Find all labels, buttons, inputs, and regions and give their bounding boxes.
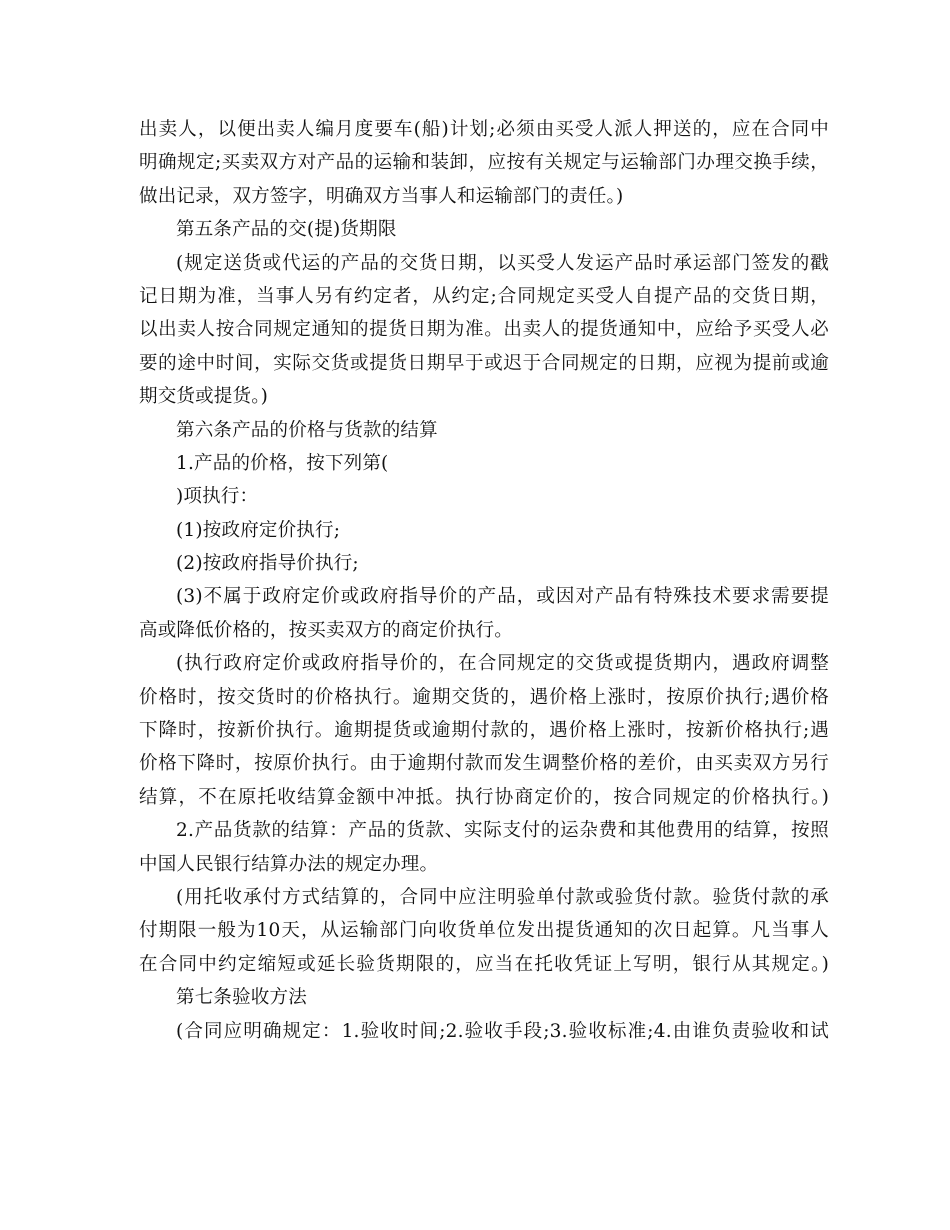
text-line: 明确规定;买卖双方对产品的运输和装卸，应按有关规定与运输部门办理交换手续， xyxy=(139,152,829,174)
text-line: 出卖人，以便出卖人编月度要车(船)计划;必须由买受人派人押送的，应在合同中 xyxy=(139,119,829,140)
text-line: 1.产品的价格，按下列第( xyxy=(176,452,389,474)
text-line: 第六条产品的价格与货款的结算 xyxy=(176,419,438,441)
text-line: 2.产品货款的结算：产品的货款、实际支付的运杂费和其他费用的结算，按照 xyxy=(176,820,829,842)
text-line: 以出卖人按合同规定通知的提货日期为准。出卖人的提货通知中，应给予买受人必 xyxy=(139,319,829,341)
text-line: 付期限一般为10天，从运输部门向收货单位发出提货通知的次日起算。凡当事人 xyxy=(139,920,829,942)
text-line: 价格时，按交货时的价格执行。逾期交货的，遇价格上涨时，按原价执行;遇价格 xyxy=(139,686,829,708)
text-line: )项执行： xyxy=(176,486,259,508)
text-line: (1)按政府定价执行; xyxy=(176,519,341,541)
text-line: 下降时，按新价执行。逾期提货或逾期付款的，遇价格上涨时，按新价格执行;遇 xyxy=(139,720,829,742)
text-line: (执行政府定价或政府指导价的，在合同规定的交货或提货期内，遇政府调整 xyxy=(176,653,829,675)
text-line: 要的途中时间，实际交货或提货日期早于或迟于合同规定的日期，应视为提前或逾 xyxy=(139,352,829,374)
text-line: 第五条产品的交(提)货期限 xyxy=(176,219,397,241)
text-line: 价格下降时，按原价执行。由于逾期付款而发生调整价格的差价，由买卖双方另行 xyxy=(139,753,829,775)
text-line: 做出记录，双方签字，明确双方当事人和运输部门的责任。) xyxy=(139,185,624,207)
contract-body-text xyxy=(139,113,829,1048)
text-line: (3)不属于政府定价或政府指导价的产品，或因对产品有特殊技术要求需要提 xyxy=(176,586,829,608)
text-line: 在合同中约定缩短或延长验货期限的，应当在托收凭证上写明，银行从其规定。) xyxy=(139,953,829,975)
text-line: 高或降低价格的，按买卖双方的商定价执行。 xyxy=(139,619,514,641)
text-line: (规定送货或代运的产品的交货日期，以买受人发运产品时承运部门签发的戳 xyxy=(176,252,829,274)
text-line: 结算，不在原托收结算金额中冲抵。执行协商定价的，按合同规定的价格执行。) xyxy=(139,786,829,808)
text-line: (用托收承付方式结算的，合同中应注明验单付款或验货付款。验货付款的承 xyxy=(176,886,829,908)
text-line: (合同应明确规定：1.验收时间;2.验收手段;3.验收标准;4.由谁负责验收和试 xyxy=(176,1020,829,1042)
text-line: 记日期为准，当事人另有约定者，从约定;合同规定买受人自提产品的交货日期， xyxy=(139,285,829,307)
text-line: 期交货或提货。) xyxy=(139,386,269,408)
text-line: 第七条验收方法 xyxy=(176,987,307,1009)
text-line: (2)按政府指导价执行; xyxy=(176,553,359,575)
text-line: 中国人民银行结算办法的规定办理。 xyxy=(139,853,439,875)
